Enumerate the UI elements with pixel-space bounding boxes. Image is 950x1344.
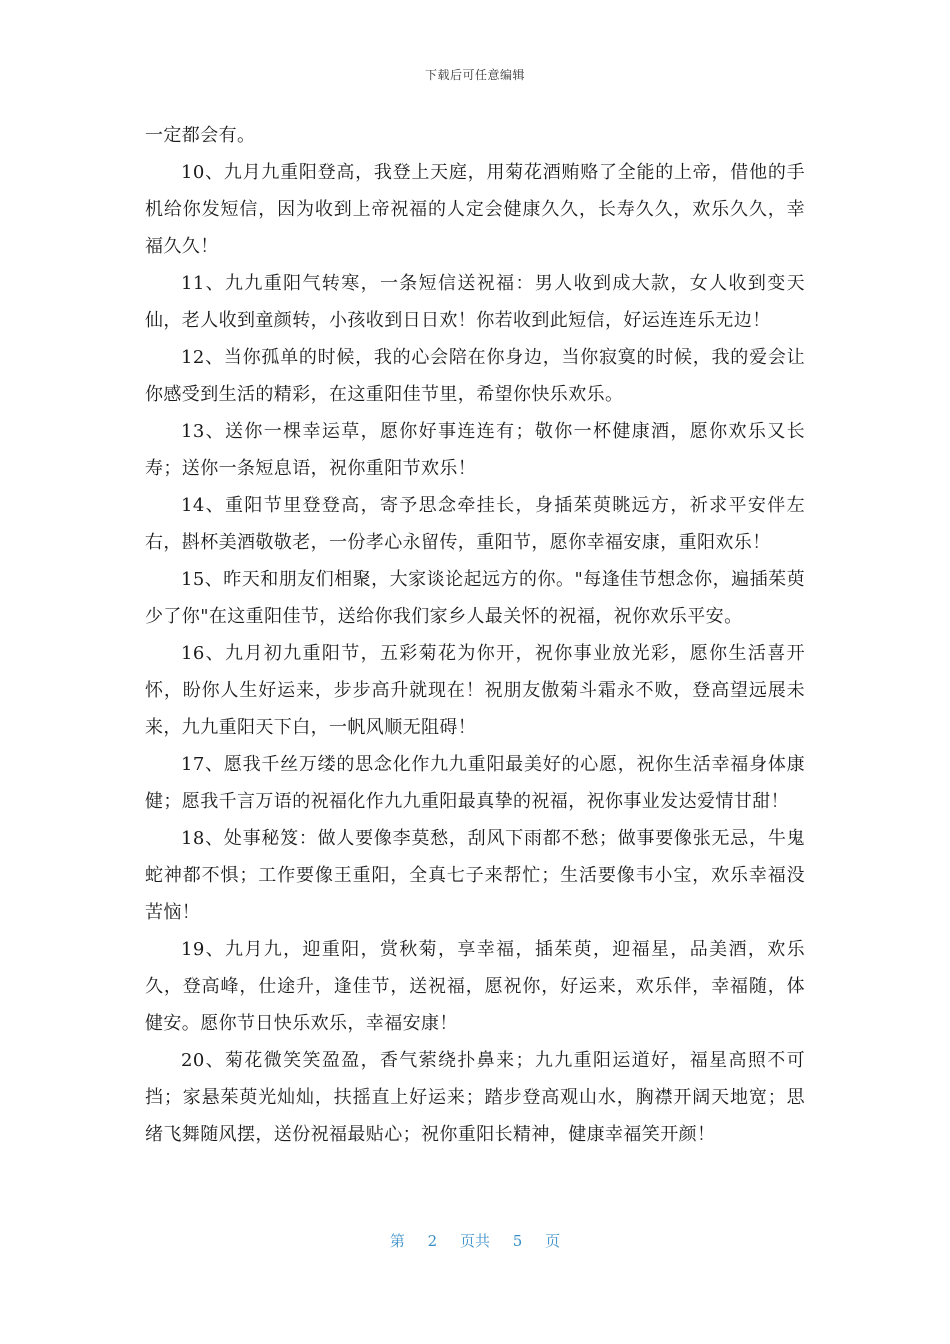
footer-middle: 页共 bbox=[459, 1232, 490, 1250]
paragraph-item-14: 14、重阳节里登登高，寄予思念牵挂长，身插茱萸眺远方，祈求平安伴左右，斟杯美酒敬敬老，一份孝心永留传，重阳节，愿你幸福安康，重阳欢乐！ bbox=[145, 495, 805, 553]
page-footer bbox=[0, 1230, 950, 1251]
paragraph-item-19: 19、九月九，迎重阳，赏秋菊，享幸福，插茱萸，迎福星，品美酒，欢乐久，登高峰，仕途升，逢佳节，送祝福，愿祝你，好运来，欢乐伴，幸福随，体健安。愿你节日快乐欢乐，幸福安康！ bbox=[145, 939, 805, 1034]
paragraph-item-12: 12、当你孤单的时候，我的心会陪在你身边，当你寂寞的时候，我的爱会让你感受到生活的精彩，在这重阳佳节里，希望你快乐欢乐。 bbox=[145, 347, 805, 405]
paragraph-item-20: 20、菊花微笑笑盈盈，香气萦绕扑鼻来；九九重阳运道好，福星高照不可挡；家悬茱萸光灿灿，扶摇直上好运来；踏步登高观山水，胸襟开阔天地宽；思绪飞舞随风摆，送份祝福最贴心；祝你重阳长精神，健康幸福笑开颜！ bbox=[145, 1050, 805, 1145]
paragraph-item-17: 17、愿我千丝万缕的思念化作九九重阳最美好的心愿，祝你生活幸福身体康健；愿我千言万语的祝福化作九九重阳最真挚的祝福，祝你事业发达爱情甘甜！ bbox=[145, 754, 805, 812]
paragraph-item-11: 11、九九重阳气转寒，一条短信送祝福：男人收到成大款，女人收到变天仙，老人收到童颜转，小孩收到日日欢！你若收到此短信，好运连连乐无边！ bbox=[145, 273, 805, 331]
paragraph-item-16: 16、九月初九重阳节，五彩菊花为你开，祝你事业放光彩，愿你生活喜开怀，盼你人生好运来，步步高升就现在！祝朋友傲菊斗霜永不败，登高望远展未来，九九重阳天下白，一帆风顺无阻碍！ bbox=[145, 643, 805, 738]
paragraph-item-18: 18、处事秘笈：做人要像李莫愁，刮风下雨都不愁；做事要像张无忌，牛鬼蛇神都不惧；工作要像王重阳，全真七子来帮忙；生活要像韦小宝，欢乐幸福没苦恼！ bbox=[145, 828, 805, 923]
document-body bbox=[145, 117, 805, 1153]
page-header: 下载后可任意编辑 bbox=[424, 68, 525, 82]
paragraph-continuation: 一定都会有。 bbox=[145, 125, 256, 146]
paragraph-item-13: 13、送你一棵幸运草，愿你好事连连有；敬你一杯健康酒，愿你欢乐又长寿；送你一条短息语，祝你重阳节欢乐！ bbox=[145, 421, 805, 479]
current-page-number: 2 bbox=[427, 1232, 438, 1250]
total-page-count: 5 bbox=[512, 1232, 523, 1250]
footer-suffix: 页 bbox=[545, 1232, 561, 1250]
paragraph-item-10: 10、九月九重阳登高，我登上天庭，用菊花酒贿赂了全能的上帝，借他的手机给你发短信，因为收到上帝祝福的人定会健康久久，长寿久久，欢乐久久，幸福久久！ bbox=[145, 162, 805, 257]
footer-prefix: 第 bbox=[389, 1232, 405, 1250]
paragraph-item-15: 15、昨天和朋友们相聚，大家谈论起远方的你。"每逢佳节想念你，遍插茱萸少了你"在这重阳佳节，送给你我们家乡人最关怀的祝福，祝你欢乐平安。 bbox=[145, 569, 805, 627]
